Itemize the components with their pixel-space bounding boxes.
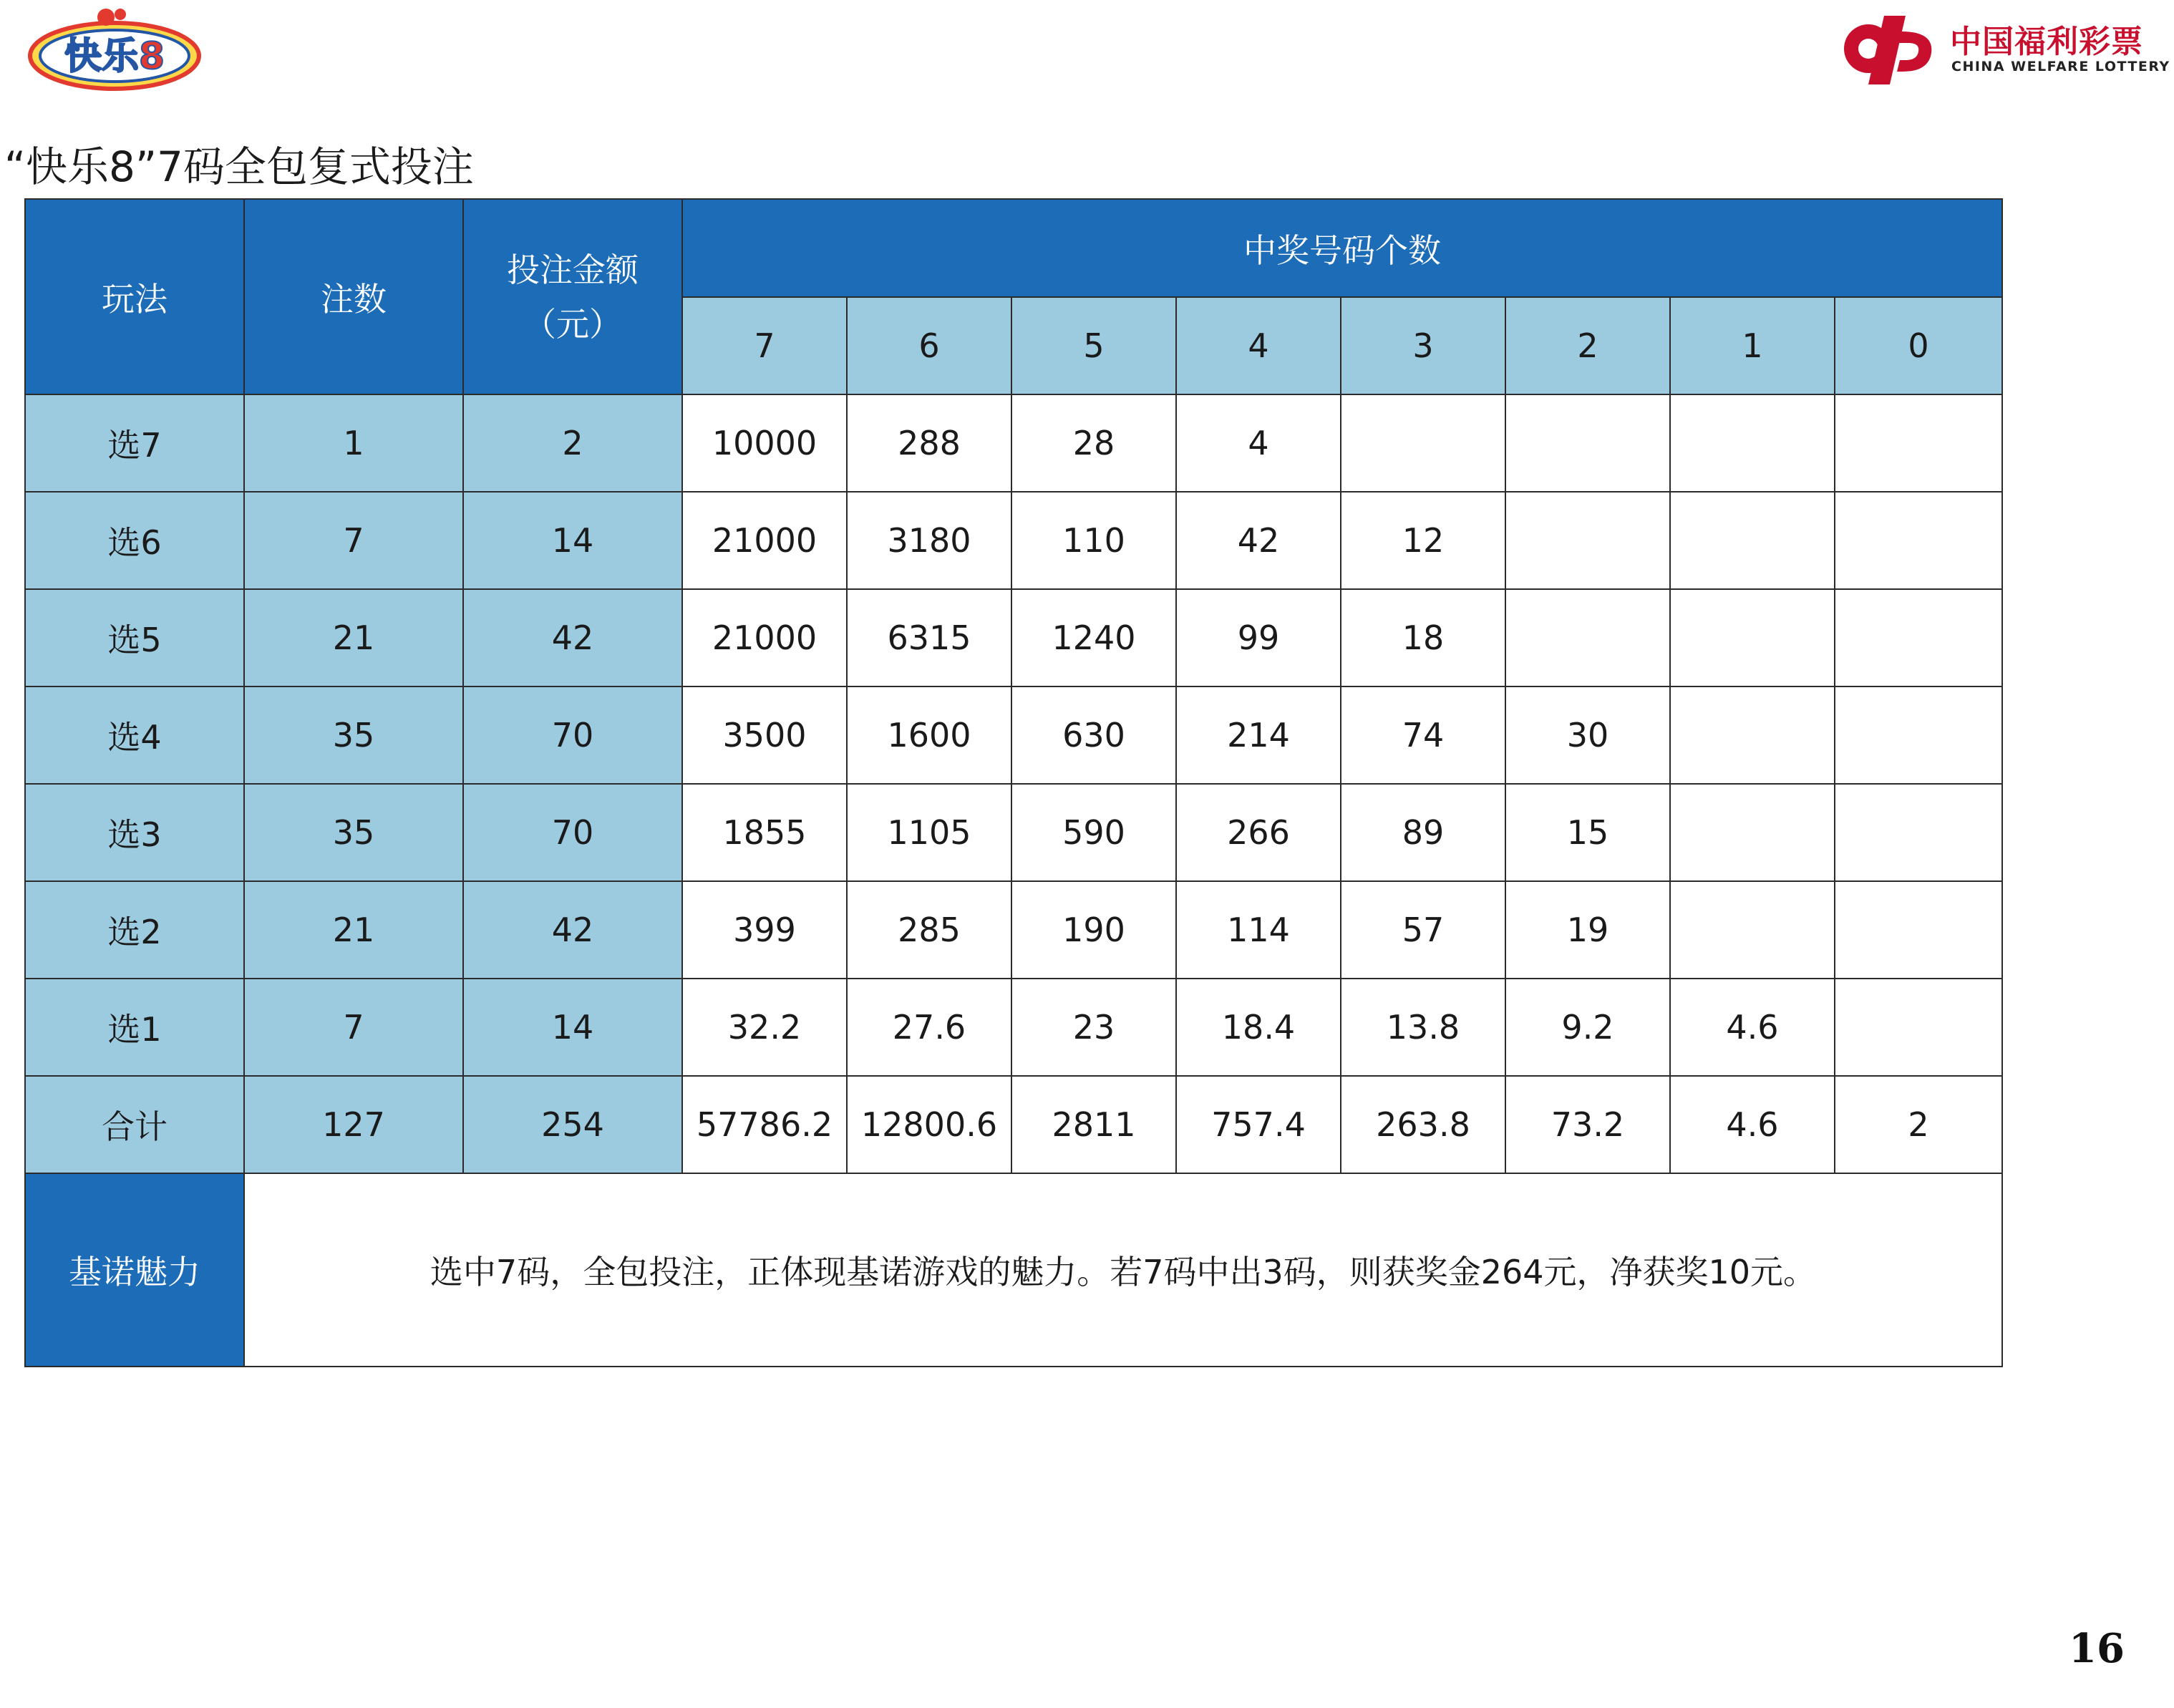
- prize-cell: 399: [682, 881, 847, 979]
- kuaile8-logo: [20, 6, 206, 99]
- prize-cell: [1505, 394, 1670, 492]
- prize-cell: 18: [1341, 589, 1505, 686]
- prize-cell: 12: [1341, 492, 1505, 589]
- row-play-cell: 合计: [25, 1076, 244, 1173]
- prize-cell: 3180: [847, 492, 1011, 589]
- row-amount-cell: 14: [463, 979, 682, 1076]
- prize-cell: [1670, 784, 1835, 881]
- row-bets-cell: 127: [244, 1076, 463, 1173]
- row-bets-cell: 35: [244, 784, 463, 881]
- table-row: [25, 1076, 2002, 1173]
- row-bets-cell: 1: [244, 394, 463, 492]
- prize-cell: 6315: [847, 589, 1011, 686]
- prize-cell: 57: [1341, 881, 1505, 979]
- prize-cell: 590: [1011, 784, 1176, 881]
- prize-cell: 10000: [682, 394, 847, 492]
- header-amount-line2: （元）: [523, 304, 622, 344]
- prize-cell: 1105: [847, 784, 1011, 881]
- match-col-header: 1: [1670, 297, 1835, 394]
- table-row: [25, 686, 2002, 784]
- note-row: [25, 1173, 2002, 1367]
- prize-cell: 73.2: [1505, 1076, 1670, 1173]
- row-play-cell: 选5: [25, 589, 244, 686]
- row-bets-cell: 7: [244, 979, 463, 1076]
- page-title: “快乐8”7码全包复式投注: [4, 142, 474, 191]
- prize-cell: [1341, 394, 1505, 492]
- prize-cell: [1835, 881, 2002, 979]
- kuaile8-logo-text: 快乐8: [64, 35, 165, 78]
- row-bets-cell: 7: [244, 492, 463, 589]
- row-play-cell: 选3: [25, 784, 244, 881]
- prize-cell: 4.6: [1670, 979, 1835, 1076]
- prize-cell: 23: [1011, 979, 1176, 1076]
- row-play-cell: 选1: [25, 979, 244, 1076]
- match-col-header: 4: [1176, 297, 1341, 394]
- prize-cell: 630: [1011, 686, 1176, 784]
- match-col-header: 6: [847, 297, 1011, 394]
- prize-cell: 1600: [847, 686, 1011, 784]
- row-bets-cell: 21: [244, 881, 463, 979]
- row-play-cell: 选6: [25, 492, 244, 589]
- prize-cell: [1670, 394, 1835, 492]
- kuaile8-logo-graphic: [20, 6, 206, 99]
- table-body: [25, 394, 2002, 1173]
- prize-cell: 214: [1176, 686, 1341, 784]
- match-col-header: 3: [1341, 297, 1505, 394]
- cwl-logo-chinese-text: 中国福利彩票: [1950, 24, 2143, 60]
- row-amount-cell: 70: [463, 686, 682, 784]
- table-row: [25, 784, 2002, 881]
- prize-cell: [1835, 686, 2002, 784]
- prize-cell: 74: [1341, 686, 1505, 784]
- match-col-header: 0: [1835, 297, 2002, 394]
- row-amount-cell: 42: [463, 589, 682, 686]
- prize-cell: 1240: [1011, 589, 1176, 686]
- match-col-header: 2: [1505, 297, 1670, 394]
- row-bets-cell: 35: [244, 686, 463, 784]
- prize-cell: 9.2: [1505, 979, 1670, 1076]
- row-bets-cell: 21: [244, 589, 463, 686]
- table-row: [25, 492, 2002, 589]
- row-amount-cell: 254: [463, 1076, 682, 1173]
- prize-cell: 21000: [682, 589, 847, 686]
- prize-cell: 114: [1176, 881, 1341, 979]
- match-col-header: 5: [1011, 297, 1176, 394]
- prize-cell: [1835, 589, 2002, 686]
- prize-cell: 89: [1341, 784, 1505, 881]
- row-play-cell: 选4: [25, 686, 244, 784]
- prize-cell: 32.2: [682, 979, 847, 1076]
- prize-cell: 285: [847, 881, 1011, 979]
- prize-cell: 110: [1011, 492, 1176, 589]
- prize-cell: 30: [1505, 686, 1670, 784]
- prize-cell: 1855: [682, 784, 847, 881]
- note-text: 选中7码，全包投注，正体现基诺游戏的魅力。若7码中出3码，则获奖金264元，净获奖10元。: [244, 1173, 2002, 1367]
- header-amount-line1: 投注金额: [507, 250, 639, 289]
- prize-cell: 57786.2: [682, 1076, 847, 1173]
- row-amount-cell: 14: [463, 492, 682, 589]
- prize-cell: [1505, 492, 1670, 589]
- prize-cell: 263.8: [1341, 1076, 1505, 1173]
- note-label: 基诺魅力: [25, 1173, 244, 1367]
- prize-cell: [1670, 589, 1835, 686]
- table-row: [25, 589, 2002, 686]
- prize-cell: 99: [1176, 589, 1341, 686]
- header-match-count: 中奖号码个数: [682, 199, 2002, 297]
- prize-cell: 27.6: [847, 979, 1011, 1076]
- prize-cell: 288: [847, 394, 1011, 492]
- cwl-logo-english-text: CHINA WELFARE LOTTERY: [1951, 59, 2170, 74]
- row-amount-cell: 70: [463, 784, 682, 881]
- prize-cell: 13.8: [1341, 979, 1505, 1076]
- prize-cell: [1670, 686, 1835, 784]
- prize-cell: 757.4: [1176, 1076, 1341, 1173]
- page-number: 16: [2069, 1625, 2125, 1672]
- row-amount-cell: 2: [463, 394, 682, 492]
- header-amount: [463, 199, 682, 394]
- china-welfare-lottery-logo: [1840, 10, 2169, 89]
- prize-cell: 266: [1176, 784, 1341, 881]
- prize-cell: [1835, 784, 2002, 881]
- prize-cell: 42: [1176, 492, 1341, 589]
- prize-cell: [1670, 881, 1835, 979]
- prize-cell: 18.4: [1176, 979, 1341, 1076]
- prize-cell: 19: [1505, 881, 1670, 979]
- prize-cell: 21000: [682, 492, 847, 589]
- prize-cell: 190: [1011, 881, 1176, 979]
- prize-cell: [1835, 979, 2002, 1076]
- table-row: [25, 881, 2002, 979]
- prize-cell: 2811: [1011, 1076, 1176, 1173]
- prize-cell: [1835, 394, 2002, 492]
- prize-cell: [1505, 589, 1670, 686]
- prize-cell: 4: [1176, 394, 1341, 492]
- prize-cell: 15: [1505, 784, 1670, 881]
- prize-cell: 28: [1011, 394, 1176, 492]
- table-row: [25, 394, 2002, 492]
- prize-cell: [1835, 492, 2002, 589]
- prize-cell: 2: [1835, 1076, 2002, 1173]
- header-row-1: [25, 199, 2002, 297]
- match-col-header: 7: [682, 297, 847, 394]
- header-play: 玩法: [25, 199, 244, 394]
- prize-cell: 12800.6: [847, 1076, 1011, 1173]
- prize-cell: 3500: [682, 686, 847, 784]
- row-play-cell: 选7: [25, 394, 244, 492]
- header-bets: 注数: [244, 199, 463, 394]
- cwl-emblem-icon: [1840, 10, 1940, 89]
- prize-table: [24, 198, 2003, 1367]
- prize-cell: [1670, 492, 1835, 589]
- prize-cell: 4.6: [1670, 1076, 1835, 1173]
- table-row: [25, 979, 2002, 1076]
- row-play-cell: 选2: [25, 881, 244, 979]
- row-amount-cell: 42: [463, 881, 682, 979]
